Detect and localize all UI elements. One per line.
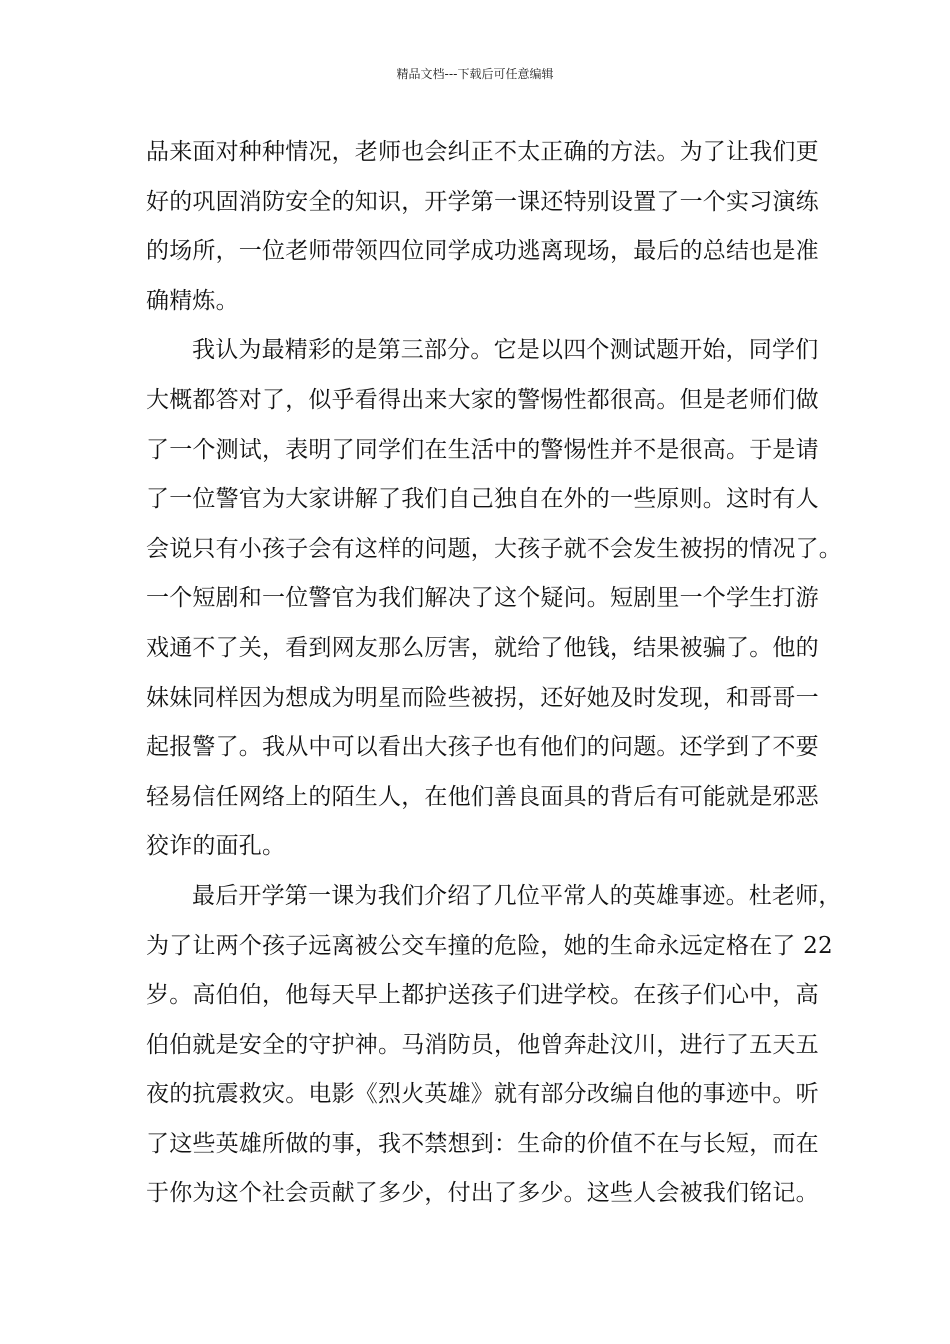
text-line: 起报警了。我从中可以看出大孩子也有他们的问题。还学到了不要 (146, 734, 819, 761)
paragraph-2 (146, 326, 842, 872)
text-line: 品来面对种种情况，老师也会纠正不太正确的方法。为了让我们更 (146, 139, 819, 165)
page-header: 精品文档---下载后可任意编辑 (396, 67, 554, 81)
text-line: 我认为最精彩的是第三部分。它是以四个测试题开始，同学们 (192, 337, 819, 364)
paragraph-3 (146, 872, 842, 1219)
text-line: 了一个测试，表明了同学们在生活中的警惕性并不是很高。于是请 (146, 436, 819, 463)
document-body (146, 128, 842, 1219)
text-line: 大概都答对了，似乎看得出来大家的警惕性都很高。但是老师们做 (146, 386, 819, 413)
text-line: 伯伯就是安全的守护神。马消防员，他曾奔赴汶川，进行了五天五 (146, 1031, 819, 1058)
text-line: 狡诈的面孔。 (146, 833, 286, 860)
text-line: 轻易信任网络上的陌生人，在他们善良面具的背后有可能就是邪恶 (146, 783, 819, 810)
text-line: 妹妹同样因为想成为明星而险些被拐，还好她及时发现，和哥哥一 (146, 684, 819, 711)
text-line: 一个短剧和一位警官为我们解决了这个疑问。短剧里一个学生打游 (146, 585, 819, 612)
text-line: 为了让两个孩子远离被公交车撞的危险，她的生命永远定格在了 22 (146, 932, 833, 959)
text-line: 确精炼。 (146, 287, 239, 314)
text-line: 了这些英雄所做的事，我不禁想到：生命的价值不在与长短，而在 (146, 1130, 819, 1157)
text-line: 的场所，一位老师带领四位同学成功逃离现场，最后的总结也是准 (146, 238, 819, 265)
paragraph-1 (146, 128, 819, 326)
text-line: 会说只有小孩子会有这样的问题，大孩子就不会发生被拐的情况了。 (146, 535, 842, 562)
text-line: 夜的抗震救灾。电影《烈火英雄》就有部分改编自他的事迹中。听 (146, 1081, 819, 1108)
text-line: 戏通不了关，看到网友那么厉害，就给了他钱，结果被骗了。他的 (146, 634, 819, 661)
text-line: 好的巩固消防安全的知识，开学第一课还特别设置了一个实习演练 (146, 188, 819, 215)
text-line: 于你为这个社会贡献了多少，付出了多少。这些人会被我们铭记。 (146, 1180, 819, 1207)
text-line: 岁。高伯伯，他每天早上都护送孩子们进学校。在孩子们心中，高 (146, 982, 819, 1009)
text-line: 最后开学第一课为我们介绍了几位平常人的英雄事迹。杜老师， (192, 882, 842, 909)
text-line: 了一位警官为大家讲解了我们自己独自在外的一些原则。这时有人 (146, 486, 819, 513)
